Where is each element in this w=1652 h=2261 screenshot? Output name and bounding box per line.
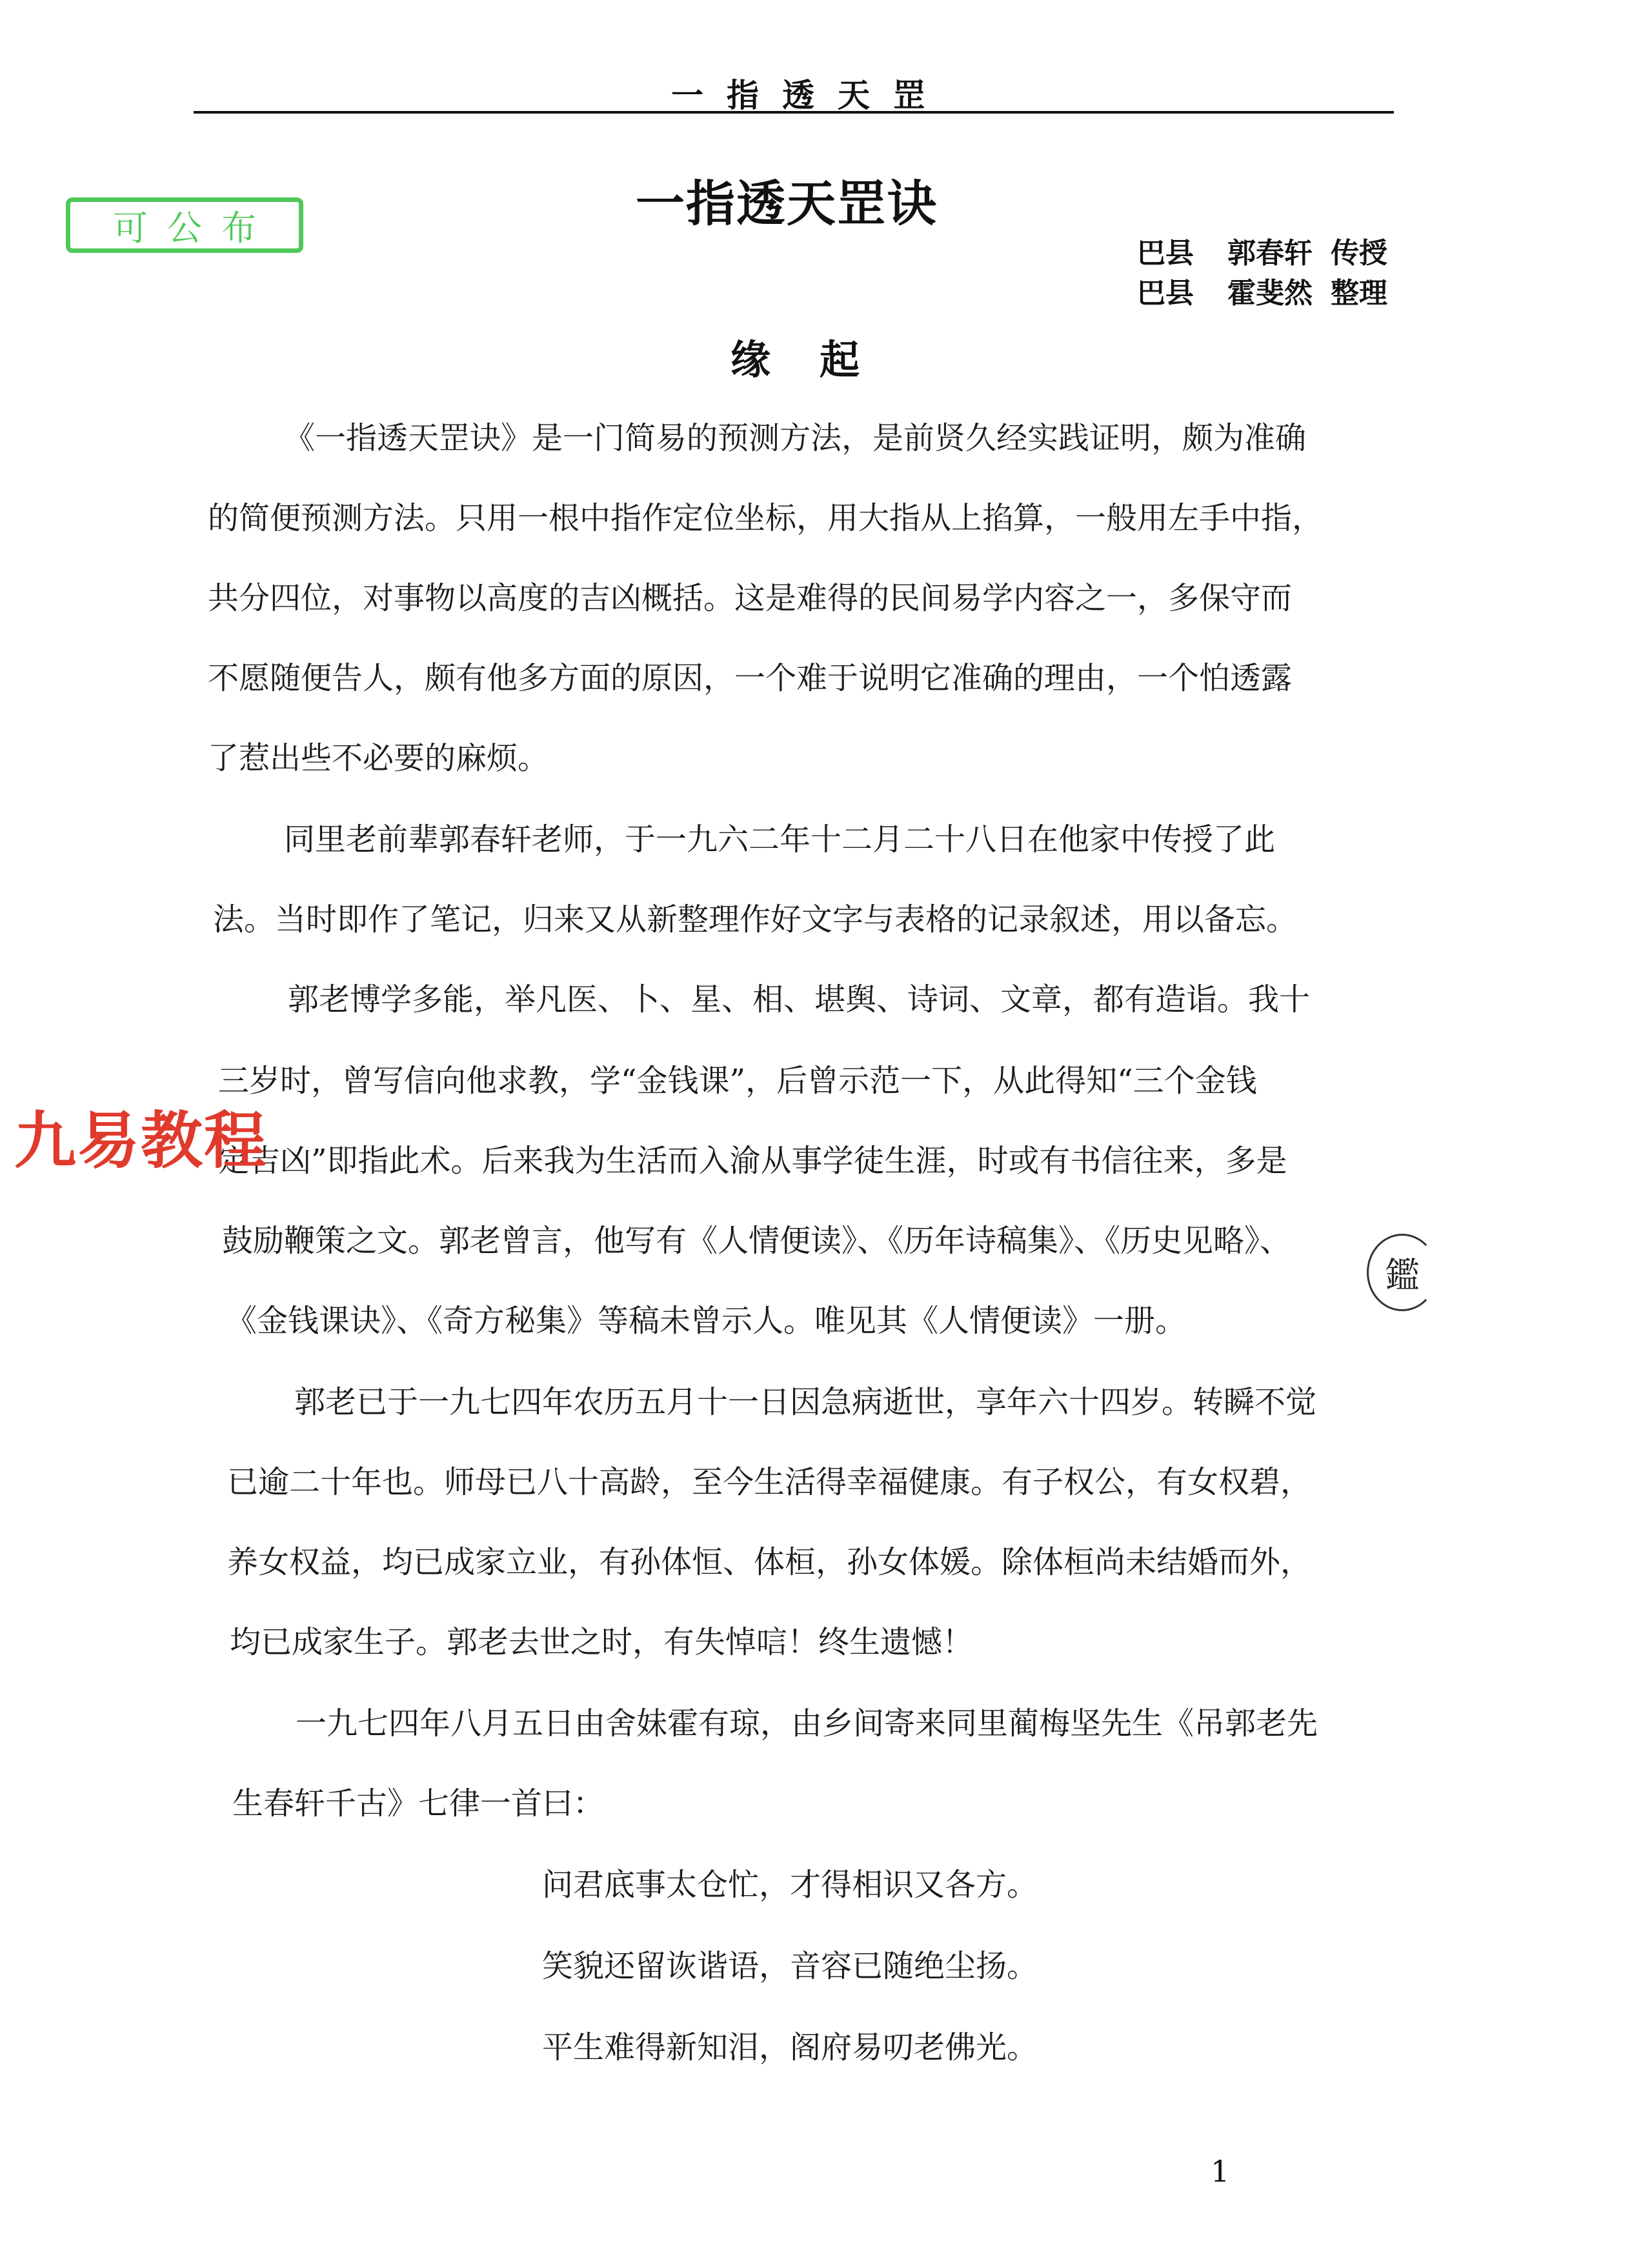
credit-county: 巴县 [1137,277,1194,310]
poem-line: 笑貌还留诙谐语，音容已随绝尘扬。 [542,1948,1038,1984]
body-line: 定吉凶”即指此术。后来我为生活而入渝从事学徒生涯，时或有书信往来，多是 [218,1143,1287,1179]
running-header: 一指透天罡 [671,76,949,114]
section-title: 缘起 [730,336,909,383]
body-line: 《一指透天罡诀》是一门简易的预测方法，是前贤久经实践证明，颇为准确 [284,420,1307,456]
poem-line: 平生难得新知泪，阁府易叨老佛光。 [542,2029,1038,2065]
body-line: 《金钱课诀》、《奇方秘集》等稿未曾示人。唯见其《人情便读》一册。 [226,1303,1187,1339]
watermark: 九易教程 [14,1105,267,1177]
credit-county: 巴县 [1137,237,1194,270]
body-line: 鼓励鞭策之文。郭老曾言，他写有《人情便读》、《历年诗稿集》、《历史见略》、 [222,1223,1291,1259]
credit-line [1137,230,1387,271]
page-number: 1 [1211,2154,1230,2189]
body-line: 养女权益，均已成家立业，有孙体恒、体桓，孙女体媛。除体桓尚未结婚而外， [227,1544,1312,1580]
poem-line: 问君底事太仓忙，才得相识又各方。 [542,1867,1038,1903]
body-line: 的简便预测方法。只用一根中指作定位坐标，用大指从上掐算，一般用左手中指， [208,500,1324,536]
document-title: 一指透天罡诀 [636,175,938,232]
body-line: 同里老前辈郭春轩老师，于一九六二年十二月二十八日在他家中传授了此 [284,821,1276,858]
body-line: 郭老博学多能，举凡医、卜、星、相、堪舆、诗词、文章，都有造诣。我十 [288,981,1311,1018]
body-line: 一九七四年八月五日由舍妹霍有琼，由乡间寄来同里蔺梅坚先生《吊郭老先 [296,1705,1318,1742]
credit-name: 郭春轩 [1227,237,1313,270]
body-line: 生春轩千古》七律一首曰： [232,1785,605,1822]
credit-role: 传授 [1331,237,1387,270]
body-line: 不愿随便告人，颇有他多方面的原因，一个难于说明它准确的理由，一个怕透露 [208,660,1293,696]
margin-annotation [1367,1234,1438,1311]
stamp-text: 可公布 [113,207,276,248]
margin-annotation-text: 鑑 [1385,1254,1420,1296]
header-rule [194,111,1394,114]
body-line: 郭老已于一九七四年农历五月十一日因急病逝世，享年六十四岁。转瞬不觉 [294,1384,1317,1420]
approval-stamp [66,197,303,253]
body-line: 已逾二十年也。师母已八十高龄，至今生活得幸福健康。有子权公，有女权碧， [227,1464,1312,1500]
credit-name: 霍斐然 [1227,277,1313,310]
body-line: 均已成家生子。郭老去世之时，有失悼唁！终生遗憾！ [230,1624,974,1660]
body-line: 法。当时即作了笔记，归来又从新整理作好文字与表格的记录叙述，用以备忘。 [213,901,1298,938]
body-line: 三岁时，曾写信向他求教，学“金钱课”，后曾示范一下，从此得知“三个金钱 [218,1063,1257,1099]
body-line: 了惹出些不必要的麻烦。 [208,740,549,776]
credit-role: 整理 [1331,277,1387,310]
credit-line [1137,270,1387,311]
body-line: 共分四位，对事物以高度的吉凶概括。这是难得的民间易学内容之一，多保守而 [208,580,1293,616]
